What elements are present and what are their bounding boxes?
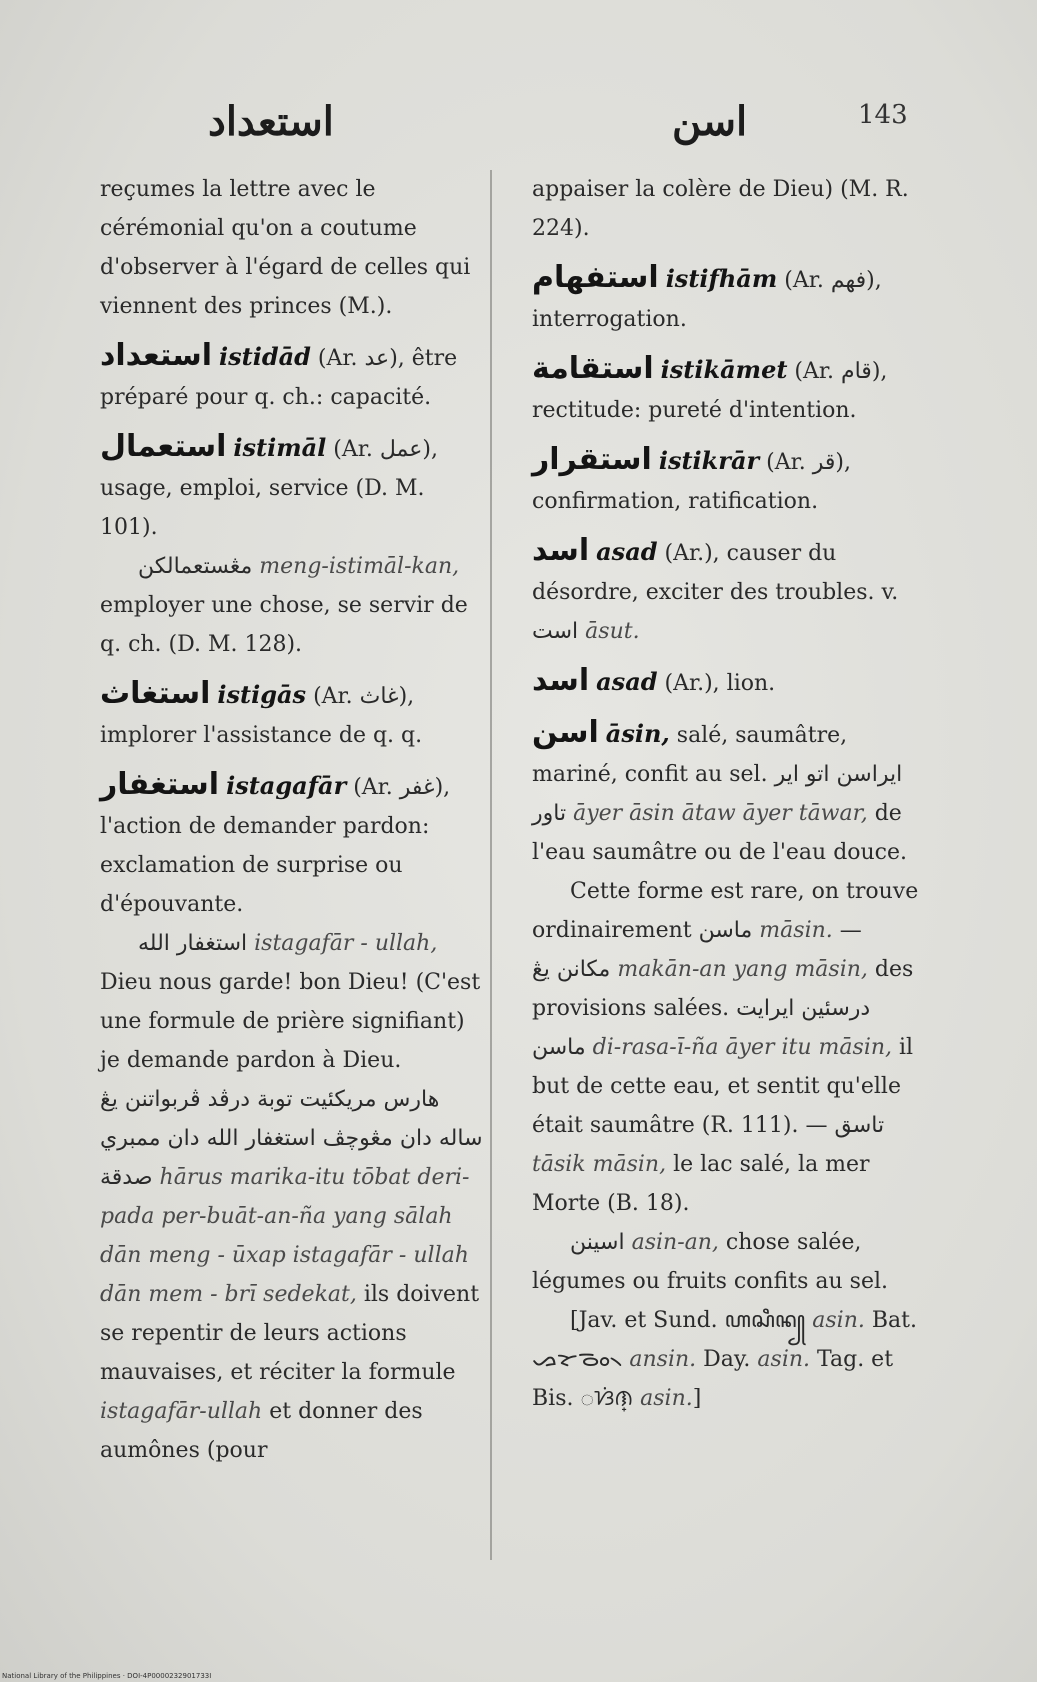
arabic-quotation-line: دان ممبري صدقة (100, 1126, 200, 1190)
definition: (Ar. قر), confirmation, ratification. (532, 450, 851, 514)
entry-text: appaiser la colère de Dieu) (M. R. 224). (532, 177, 909, 241)
cognates-text: [Jav. et Sund. (570, 1308, 725, 1333)
dictionary-entry (100, 765, 485, 1470)
arabic-headword: استغاث (100, 676, 211, 711)
definition: (Ar. عمل), usage, emploi, service (D. M. 101). (100, 437, 438, 540)
cognates-text: ] (692, 1386, 702, 1411)
cognate-transliteration: asin. (812, 1308, 865, 1333)
batak-script: ᯀᯘᯪᯉ᯲ (532, 1347, 623, 1372)
example-transliteration: makān-an yang māsin, (617, 957, 868, 982)
arabic-example: تاسق (834, 1113, 885, 1138)
dictionary-entry (100, 427, 485, 664)
example-transliteration: āyer āsin ātaw āyer tāwar, (573, 801, 868, 826)
headword-transliteration: istifhām (665, 264, 778, 293)
headword-transliteration: āsin, (605, 719, 670, 748)
arabic-headword: استقرار (532, 442, 652, 477)
dictionary-entry (532, 713, 922, 1418)
javanese-script: ꦲꦱꦶꦤ꧀ (724, 1308, 806, 1333)
headword-transliteration: istikāmet (660, 355, 788, 384)
arabic-quotation-line: يڠ ساله دان مڠوچڤ استغفار الله (100, 1087, 483, 1151)
definition: (Ar. غفر), l'action de demander pardon: exclamation de surprise ou d'épouvante. (100, 775, 451, 917)
subentry-transliteration: asin-an, (631, 1230, 719, 1255)
cognate-transliteration: ansin. (629, 1347, 697, 1372)
headword-transliteration: istagafār (226, 771, 347, 800)
definition: chose salée, légumes ou fruits confits au sel. (532, 1230, 889, 1294)
dictionary-entry (532, 531, 922, 651)
crossref-transliteration: āsut. (585, 619, 640, 644)
continued-text (100, 170, 485, 326)
definition: (Ar. قام), rectitude: pureté d'intention. (532, 359, 888, 423)
cognate-transliteration: asin. (640, 1386, 693, 1411)
column-divider (490, 170, 492, 1560)
definition: — (832, 918, 862, 943)
definition: Cette forme est rare, on trouve ordinairement (532, 879, 919, 943)
subentry-transliteration: meng-istimāl-kan, (259, 554, 460, 579)
headword-transliteration: asad (596, 537, 658, 566)
arabic-headword: استعداد (100, 338, 212, 373)
dictionary-entry (532, 349, 922, 430)
definition: des provisions salées. (532, 957, 914, 1021)
arabic-headword: استغفار (100, 767, 220, 802)
running-head-left: استعداد (208, 98, 334, 145)
headword-transliteration: istikrār (658, 446, 760, 475)
arabic-example: ايراسن اتو اير تاور (532, 762, 903, 826)
scan-footer: National Library of the Philippines · DOI-4P0000232901733I (2, 1672, 212, 1680)
arabic-subentry: مڠستعمالكن (138, 554, 253, 579)
definition: il but de cette eau, et sentit qu'elle était saumâtre (R. 111). — (532, 1035, 914, 1138)
dictionary-entry (100, 336, 485, 417)
definition: (Ar. غاث), implorer l'assistance de q. q. (100, 684, 423, 748)
arabic-crossref: است (532, 619, 579, 644)
page-number: 143 (858, 100, 908, 130)
quotation-transliteration: istagafār-ullah (100, 1399, 263, 1424)
headword-transliteration: istimāl (233, 433, 327, 462)
definition: Dieu nous garde! bon Dieu! (C'est une formule de prière signifiant) je demande pardon à Dieu. (100, 970, 481, 1073)
definition: salé, saumâtre, mariné, confit au sel. (532, 723, 848, 787)
running-head-right: اسن (672, 98, 748, 145)
cognate-transliteration: asin. (757, 1347, 811, 1372)
example-transliteration: tāsik māsin, (532, 1152, 667, 1177)
dictionary-entry (532, 661, 922, 703)
dictionary-entry (532, 258, 922, 339)
arabic-headword: استقامة (532, 351, 654, 386)
definition: et donner des aumônes (pour (100, 1399, 423, 1463)
arabic-quotation-line: هارس مريكئيت توبة درڤد ڤربواتنن (124, 1087, 440, 1112)
continued-text (532, 170, 922, 248)
cognates-text: Day. (696, 1347, 758, 1372)
arabic-headword: اسد (532, 533, 590, 568)
definition: (Ar.), lion. (657, 671, 776, 696)
definition: (Ar. فهم), interrogation. (532, 268, 882, 332)
headword-transliteration: asad (596, 667, 658, 696)
definition: ils doivent se repentir de leurs actions mauvaises, et réciter la formule (100, 1282, 480, 1385)
definition: de l'eau saumâtre ou de l'eau douce. (532, 801, 908, 865)
left-column (100, 170, 485, 1480)
subentry-transliteration: istagafār - ullah, (254, 931, 438, 956)
arabic-headword: استفهام (532, 260, 659, 295)
example-transliteration: di-rasa-ī-ña āyer itu māsin, (592, 1035, 893, 1060)
definition: employer une chose, se servir de q. ch. (D. M. 128). (100, 593, 468, 657)
cognates-text: Tag. et Bis. (532, 1347, 894, 1411)
arabic-subentry: استغفار الله (138, 931, 248, 956)
cognates-text: Bat. (864, 1308, 917, 1333)
headword-transliteration: istidād (218, 342, 311, 371)
tagalog-script: ᜀᜐᜒᜈ᜔ (580, 1386, 634, 1411)
arabic-headword: استعمال (100, 429, 227, 464)
entry-text: reçumes la lettre avec le cérémonial qu'on a coutume d'observer à l'égard de celles qui viennent des princes (M.). (100, 177, 471, 319)
arabic-example: درسئين ايرايت ماسن (532, 996, 871, 1060)
definition: le lac salé, la mer Morte (B. 18). (532, 1152, 870, 1216)
right-column (532, 170, 922, 1428)
example-transliteration: māsin. (759, 918, 833, 943)
dictionary-entry (532, 440, 922, 521)
arabic-subentry: اسينن (570, 1230, 625, 1255)
arabic-headword: اسد (532, 663, 590, 698)
headword-transliteration: istigās (217, 680, 307, 709)
definition: (Ar.), causer du désordre, exciter des troubles. v. (532, 541, 899, 605)
arabic-headword: اسن (532, 715, 599, 750)
definition: (Ar. عد), être préparé pour q. ch.: capacité. (100, 346, 458, 410)
arabic-example: مكانن يڠ (532, 957, 611, 982)
dictionary-entry (100, 674, 485, 755)
quotation-transliteration: hārus marika-itu tōbat deri-pada per-buāt-an-ña yang sālah dān meng - ūxap istagafār - ullah dān mem - brī sedekat, (100, 1165, 470, 1307)
arabic-example: ماسن (698, 918, 753, 943)
